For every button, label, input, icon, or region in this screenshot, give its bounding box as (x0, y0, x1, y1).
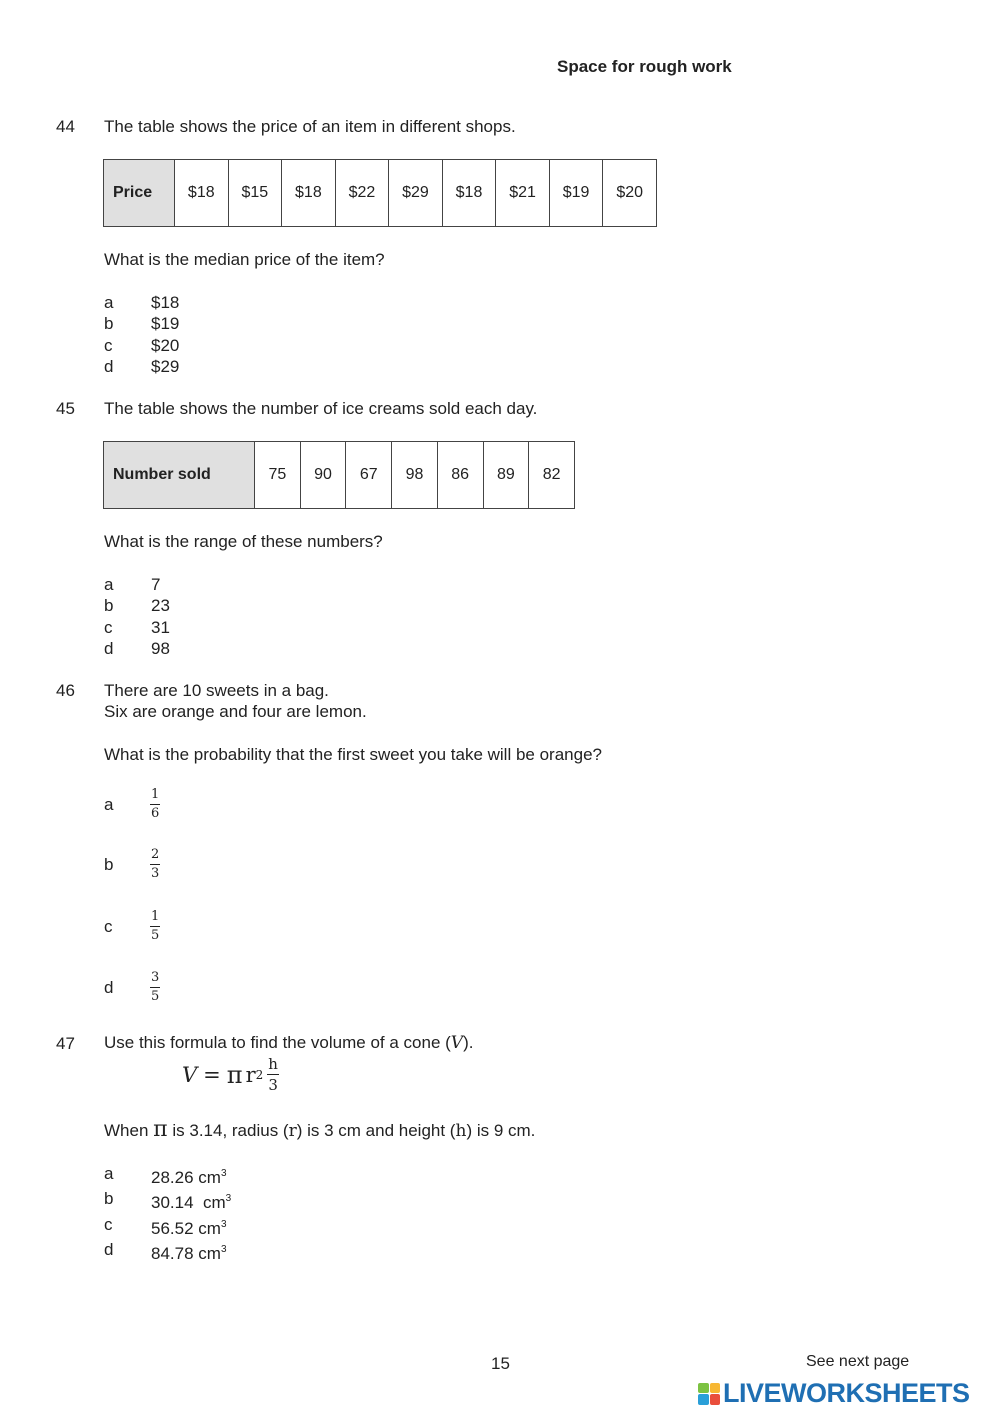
ice-cream-table-header: Number sold (104, 442, 255, 509)
sold-cell: 82 (529, 442, 575, 509)
formula-pi: π (226, 1060, 243, 1089)
option-letter: b (104, 1189, 114, 1209)
formula-r: r (245, 1062, 256, 1087)
fraction-numerator: 1 (150, 787, 160, 805)
option-letter: a (104, 794, 114, 814)
option-b[interactable] (104, 1188, 231, 1213)
question-46-line1: There are 10 sweets in a bag. (104, 681, 329, 700)
price-cell: $22 (335, 160, 389, 227)
option-value: $18 (151, 293, 180, 312)
option-letter: a (104, 575, 114, 594)
sold-cell: 86 (437, 442, 483, 509)
option-value (151, 1239, 227, 1264)
brand-name: LIVEWORKSHEETS (723, 1378, 970, 1408)
question-44-number: 44 (56, 117, 75, 136)
question-46-prompt: What is the probability that the first sweet you take will be orange? (104, 745, 602, 764)
option-letter: a (104, 293, 114, 312)
option-c[interactable] (104, 335, 179, 356)
question-45-number: 45 (56, 399, 75, 418)
option-c[interactable] (104, 909, 160, 944)
unit-exponent: 3 (220, 1168, 227, 1179)
formula-equals: = (203, 1062, 221, 1087)
price-cell: $20 (603, 160, 657, 227)
option-b[interactable] (104, 847, 160, 882)
sold-cell: 98 (392, 442, 438, 509)
fraction-numerator: 3 (150, 970, 160, 988)
option-letter: c (104, 617, 113, 637)
option-letter: d (104, 1239, 114, 1259)
given-pi: π (153, 1117, 168, 1142)
unit-exponent: 3 (220, 1218, 227, 1230)
fraction (150, 787, 160, 822)
given-part3: ) is 9 cm. (466, 1121, 536, 1140)
fraction-denominator: 3 (151, 866, 160, 881)
price-cell: $19 (549, 160, 603, 227)
option-value-text: 56.52 cm (151, 1218, 221, 1238)
question-44-text: The table shows the price of an item in different shops. (104, 117, 516, 136)
question-44-prompt: What is the median price of the item? (104, 250, 385, 269)
page-number: 15 (491, 1354, 510, 1373)
option-letter: b (104, 314, 114, 334)
question-44-options (104, 292, 179, 377)
option-d[interactable] (104, 638, 170, 659)
price-cell: $15 (228, 160, 282, 227)
option-value: 7 (151, 575, 161, 594)
formula-fraction (267, 1055, 279, 1094)
fraction (150, 847, 160, 882)
option-value: 23 (151, 596, 170, 616)
fraction (150, 909, 160, 944)
option-c[interactable] (104, 1214, 231, 1239)
option-d[interactable] (104, 356, 179, 377)
option-letter: c (104, 1214, 113, 1234)
option-a[interactable] (104, 292, 179, 313)
question-45-options (104, 574, 170, 659)
option-value: 98 (151, 638, 170, 658)
given-part1: is 3.14, radius ( (172, 1121, 289, 1140)
liveworksheets-logo[interactable] (698, 1378, 970, 1409)
option-value (151, 1163, 227, 1188)
volume-variable: V (450, 1033, 464, 1053)
option-b[interactable] (104, 313, 179, 334)
price-cell: $29 (389, 160, 443, 227)
given-when: When (104, 1121, 149, 1140)
question-47-text-start: Use this formula to find the volume of a cone ( (104, 1033, 451, 1052)
option-value: 31 (151, 617, 170, 637)
question-46-line2: Six are orange and four are lemon. (104, 702, 367, 721)
price-cell: $21 (496, 160, 550, 227)
question-47-options (104, 1163, 231, 1264)
liveworksheets-logo-icon (698, 1383, 720, 1405)
option-letter: d (104, 638, 114, 658)
option-b[interactable] (104, 595, 170, 616)
price-cell: $18 (442, 160, 496, 227)
question-45-prompt: What is the range of these numbers? (104, 532, 383, 551)
ice-cream-table (103, 441, 575, 509)
fraction-denominator: 5 (151, 928, 160, 943)
option-letter: b (104, 854, 114, 874)
fraction-denominator: 6 (151, 806, 160, 821)
cone-volume-formula (182, 1055, 279, 1094)
option-value-text: 30.14 cm (151, 1193, 226, 1213)
option-value: $29 (151, 356, 180, 376)
price-table (103, 159, 657, 227)
question-47-given (104, 1117, 535, 1142)
option-a[interactable] (104, 574, 170, 595)
option-letter: b (104, 596, 114, 616)
unit-exponent: 3 (220, 1243, 227, 1255)
sold-cell: 90 (300, 442, 346, 509)
fraction (150, 970, 160, 1005)
formula-exponent: 2 (255, 1067, 264, 1082)
rough-work-heading: Space for rough work (557, 57, 732, 76)
price-table-header: Price (104, 160, 175, 227)
question-45-text: The table shows the number of ice creams sold each day. (104, 399, 538, 418)
question-47-text (104, 1033, 473, 1053)
option-value (151, 1214, 227, 1239)
fraction-numerator: 1 (150, 909, 160, 927)
option-d[interactable] (104, 970, 160, 1005)
option-value: $19 (151, 314, 180, 334)
option-a[interactable] (104, 1163, 231, 1188)
option-c[interactable] (104, 617, 170, 638)
fraction-denominator: 5 (151, 989, 160, 1004)
option-letter: c (104, 335, 113, 355)
formula-numerator: h (268, 1055, 278, 1073)
given-h: h (455, 1121, 467, 1141)
option-letter: c (104, 916, 113, 936)
unit-exponent: 3 (225, 1193, 232, 1205)
question-47-number: 47 (56, 1034, 75, 1053)
formula-denominator: 3 (268, 1076, 278, 1094)
question-46-number: 46 (56, 681, 75, 700)
option-d[interactable] (104, 1239, 231, 1264)
see-next-page: See next page (806, 1353, 910, 1370)
option-value: $20 (151, 335, 180, 355)
given-r: r (288, 1121, 297, 1141)
option-letter: d (104, 356, 114, 376)
price-cell: $18 (175, 160, 229, 227)
question-47-text-end: ). (463, 1033, 474, 1052)
option-a[interactable] (104, 787, 160, 822)
sold-cell: 89 (483, 442, 529, 509)
fraction-numerator: 2 (150, 847, 160, 865)
given-part2: ) is 3 cm and height ( (296, 1121, 456, 1140)
option-value-text: 28.26 cm (151, 1168, 221, 1187)
sold-cell: 75 (255, 442, 301, 509)
formula-lhs: V (182, 1062, 198, 1087)
sold-cell: 67 (346, 442, 392, 509)
option-value (151, 1188, 231, 1213)
option-letter: a (104, 1164, 114, 1183)
option-value-text: 84.78 cm (151, 1243, 221, 1263)
price-cell: $18 (282, 160, 336, 227)
option-letter: d (104, 977, 114, 997)
